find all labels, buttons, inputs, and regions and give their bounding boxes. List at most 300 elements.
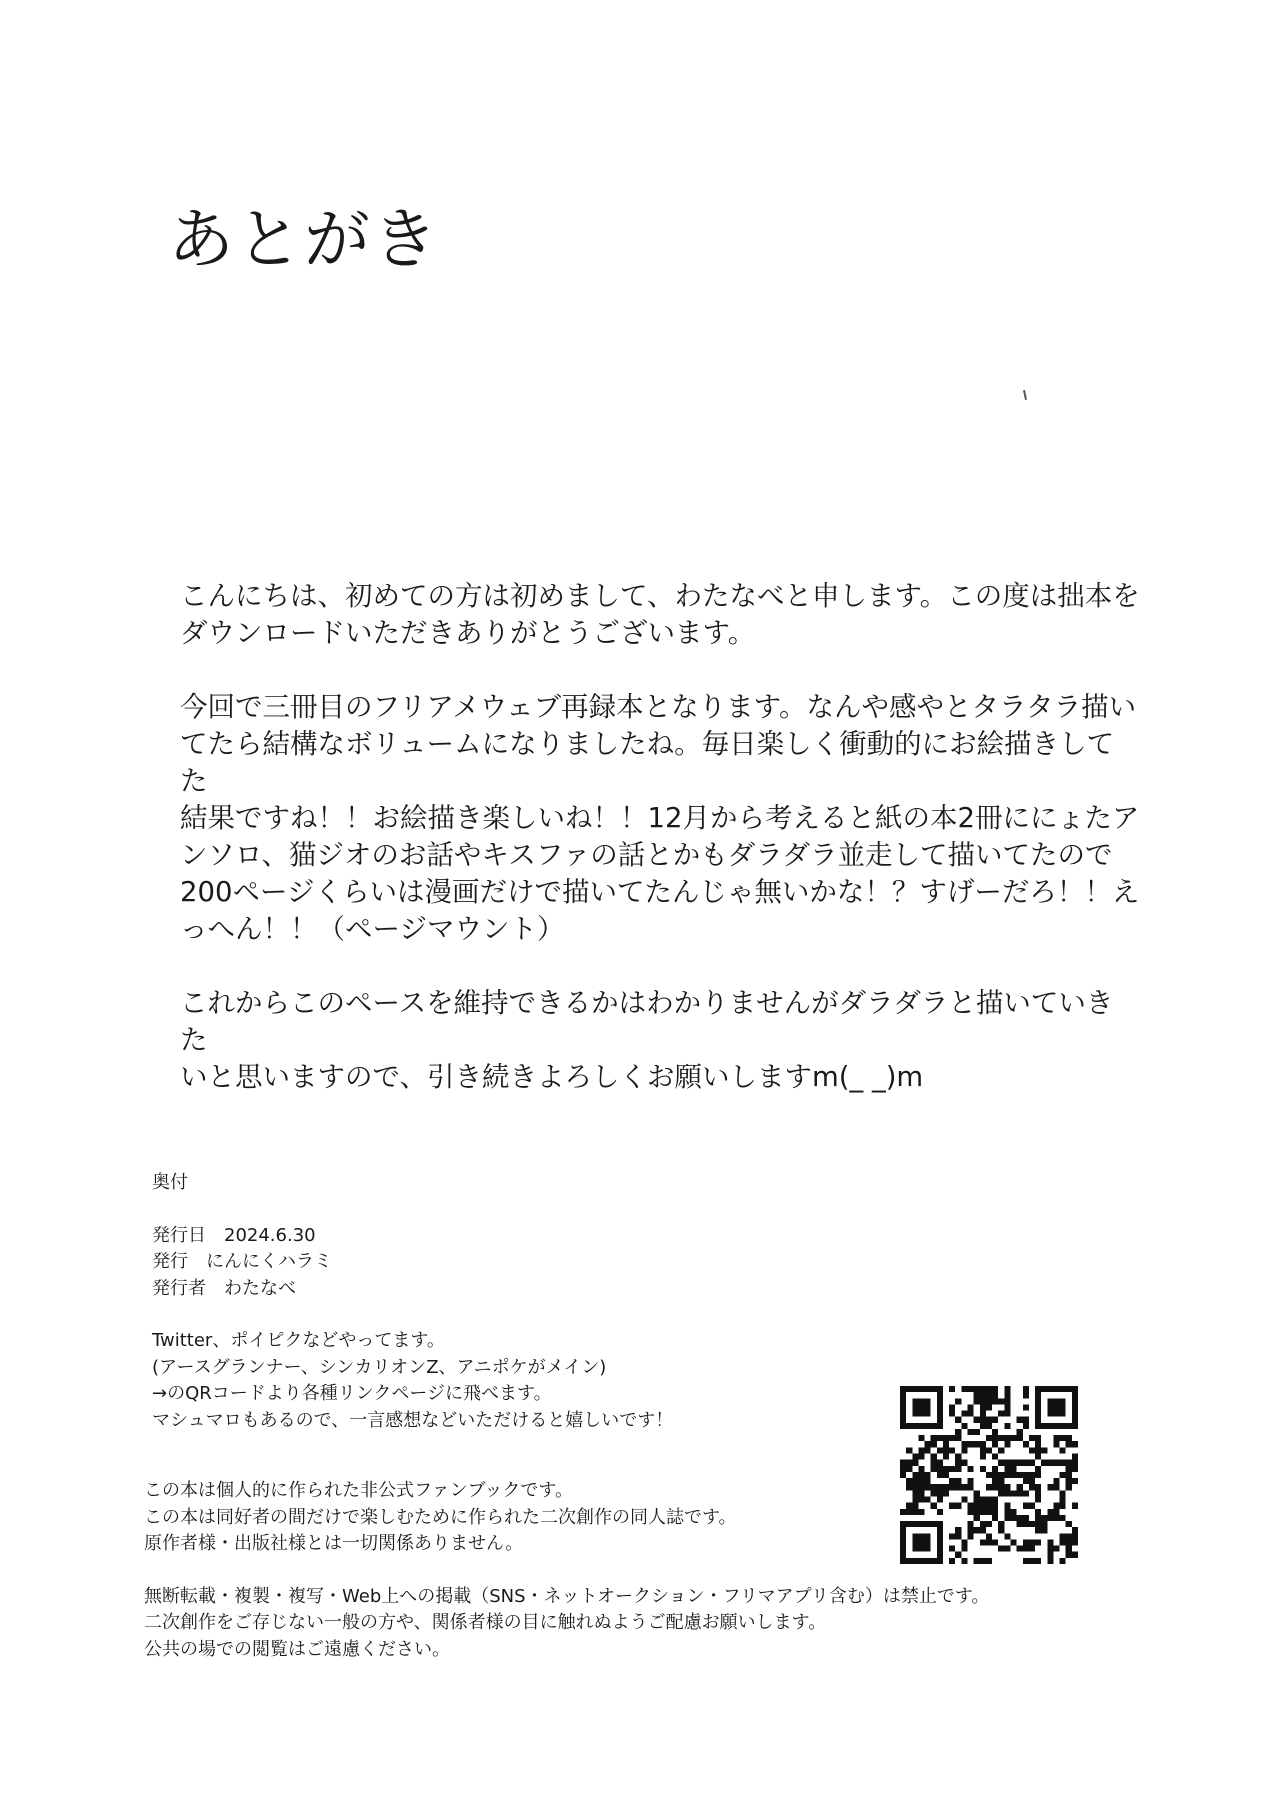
qr-module bbox=[986, 1404, 992, 1410]
qr-module bbox=[931, 1386, 937, 1392]
sns-info bbox=[152, 1328, 872, 1434]
qr-module bbox=[949, 1435, 955, 1441]
qr-module bbox=[1060, 1460, 1066, 1466]
qr-module bbox=[1060, 1558, 1066, 1564]
qr-module bbox=[968, 1386, 974, 1392]
qr-module bbox=[1072, 1503, 1078, 1509]
qr-module bbox=[1035, 1423, 1041, 1429]
qr-module bbox=[1041, 1460, 1047, 1466]
qr-module bbox=[968, 1429, 974, 1435]
qr-module bbox=[980, 1404, 986, 1410]
qr-module bbox=[1072, 1466, 1078, 1472]
qr-module bbox=[900, 1552, 906, 1558]
qr-module bbox=[1060, 1435, 1066, 1441]
qr-module bbox=[1035, 1490, 1041, 1496]
qr-module bbox=[968, 1466, 974, 1472]
qr-module bbox=[1053, 1435, 1059, 1441]
qr-module bbox=[1023, 1558, 1029, 1564]
qr-module bbox=[918, 1447, 924, 1453]
qr-module bbox=[943, 1447, 949, 1453]
qr-module bbox=[1072, 1454, 1078, 1460]
qr-module bbox=[992, 1478, 998, 1484]
sns-line: マシュマロもあるので、一言感想などいただけると嬉しいです！ bbox=[152, 1409, 674, 1431]
qr-module bbox=[925, 1441, 931, 1447]
qr-module bbox=[1053, 1515, 1059, 1521]
qr-module bbox=[912, 1558, 918, 1564]
qr-module bbox=[918, 1472, 924, 1478]
page-title: あとがき bbox=[168, 201, 440, 278]
qr-module bbox=[943, 1490, 949, 1496]
qr-module bbox=[1072, 1539, 1078, 1545]
qr-module bbox=[974, 1417, 980, 1423]
qr-module bbox=[937, 1404, 943, 1410]
qr-module bbox=[937, 1447, 943, 1453]
qr-module bbox=[931, 1490, 937, 1496]
sns-line: (アースグランナー、シンカリオンZ、アニポケがメイン) bbox=[152, 1356, 607, 1378]
qr-module bbox=[900, 1392, 906, 1398]
prohibition-line: 二次創作をご存じない一般の方や、関係者様の目に触れぬようご配慮お願いします。 bbox=[144, 1612, 827, 1633]
qr-module bbox=[906, 1423, 912, 1429]
qr-module bbox=[1017, 1460, 1023, 1466]
qr-module bbox=[1004, 1411, 1010, 1417]
qr-module bbox=[980, 1539, 986, 1545]
qr-module bbox=[974, 1398, 980, 1404]
qr-module bbox=[1004, 1435, 1010, 1441]
qr-module bbox=[1060, 1447, 1066, 1453]
qr-module bbox=[906, 1484, 912, 1490]
qr-module bbox=[955, 1417, 961, 1423]
qr-module bbox=[906, 1466, 912, 1472]
qr-module bbox=[968, 1503, 974, 1509]
qr-module bbox=[1023, 1546, 1029, 1552]
qr-module bbox=[968, 1441, 974, 1447]
qr-module bbox=[925, 1411, 931, 1417]
qr-module bbox=[1053, 1546, 1059, 1552]
qr-module bbox=[1029, 1539, 1035, 1545]
qr-module bbox=[961, 1386, 967, 1392]
qr-module bbox=[1066, 1441, 1072, 1447]
qr-module bbox=[931, 1454, 937, 1460]
prohibition-line: 公共の場での閲覧はご遠慮ください。 bbox=[144, 1638, 450, 1660]
qr-module bbox=[1023, 1539, 1029, 1545]
qr-module bbox=[943, 1454, 949, 1460]
qr-module bbox=[1035, 1398, 1041, 1404]
qr-module bbox=[955, 1533, 961, 1539]
qr-module bbox=[1066, 1435, 1072, 1441]
qr-module bbox=[912, 1509, 918, 1515]
qr-module bbox=[1060, 1496, 1066, 1502]
qr-module bbox=[968, 1484, 974, 1490]
qr-module bbox=[992, 1441, 998, 1447]
qr-module bbox=[1004, 1546, 1010, 1552]
colophon bbox=[152, 1170, 872, 1460]
qr-module bbox=[1035, 1466, 1041, 1472]
qr-module bbox=[986, 1503, 992, 1509]
qr-module bbox=[1072, 1533, 1078, 1539]
qr-module bbox=[1010, 1466, 1016, 1472]
qr-module bbox=[1041, 1423, 1047, 1429]
qr-module bbox=[1023, 1478, 1029, 1484]
qr-module bbox=[937, 1398, 943, 1404]
qr-module bbox=[900, 1527, 906, 1533]
qr-module bbox=[1023, 1404, 1029, 1410]
qr-module bbox=[992, 1503, 998, 1509]
qr-module bbox=[992, 1392, 998, 1398]
qr-module bbox=[1004, 1398, 1010, 1404]
qr-module bbox=[955, 1484, 961, 1490]
qr-module bbox=[1017, 1515, 1023, 1521]
qr-module bbox=[992, 1515, 998, 1521]
qr-module bbox=[980, 1496, 986, 1502]
qr-module bbox=[1004, 1423, 1010, 1429]
qr-module bbox=[1072, 1398, 1078, 1404]
qr-module bbox=[986, 1392, 992, 1398]
qr-module bbox=[961, 1539, 967, 1545]
qr-module bbox=[1029, 1472, 1035, 1478]
qr-module bbox=[986, 1496, 992, 1502]
qr-module bbox=[1047, 1398, 1053, 1404]
qr-module bbox=[912, 1478, 918, 1484]
disclaimer-line: この本は個人的に作られた非公式ファンブックです。 bbox=[144, 1480, 573, 1501]
disclaimer-line: この本は同好者の間だけで楽しむために作られた二次創作の同人誌です。 bbox=[144, 1506, 737, 1528]
qr-module bbox=[1035, 1441, 1041, 1447]
qr-module bbox=[1035, 1539, 1041, 1545]
qr-module bbox=[943, 1484, 949, 1490]
qr-module bbox=[1004, 1392, 1010, 1398]
qr-module bbox=[974, 1496, 980, 1502]
qr-module bbox=[931, 1521, 937, 1527]
qr-module bbox=[1023, 1472, 1029, 1478]
qr-module bbox=[968, 1509, 974, 1515]
qr-module bbox=[1004, 1533, 1010, 1539]
qr-module bbox=[980, 1447, 986, 1453]
qr-module bbox=[937, 1423, 943, 1429]
qr-module bbox=[955, 1552, 961, 1558]
qr-module bbox=[1029, 1435, 1035, 1441]
qr-module bbox=[980, 1417, 986, 1423]
qr-module bbox=[937, 1466, 943, 1472]
qr-module bbox=[918, 1509, 924, 1515]
qr-module bbox=[925, 1472, 931, 1478]
qr-module bbox=[986, 1417, 992, 1423]
qr-module bbox=[900, 1472, 906, 1478]
qr-module bbox=[931, 1441, 937, 1447]
qr-module bbox=[992, 1466, 998, 1472]
qr-module bbox=[906, 1558, 912, 1564]
qr-module bbox=[1023, 1515, 1029, 1521]
qr-module bbox=[1035, 1404, 1041, 1410]
qr-module bbox=[1072, 1527, 1078, 1533]
qr-module bbox=[937, 1539, 943, 1545]
qr-module bbox=[943, 1466, 949, 1472]
qr-module bbox=[1060, 1411, 1066, 1417]
qr-module bbox=[1066, 1460, 1072, 1466]
afterword-body bbox=[180, 578, 1140, 1133]
qr-module bbox=[1004, 1460, 1010, 1466]
qr-module bbox=[1053, 1509, 1059, 1515]
qr-module bbox=[961, 1423, 967, 1429]
qr-module bbox=[1029, 1521, 1035, 1527]
qr-module bbox=[955, 1435, 961, 1441]
qr-code-icon[interactable] bbox=[900, 1386, 1078, 1564]
qr-module bbox=[937, 1417, 943, 1423]
qr-module bbox=[912, 1490, 918, 1496]
qr-module bbox=[912, 1539, 918, 1545]
qr-module bbox=[943, 1472, 949, 1478]
qr-module bbox=[900, 1417, 906, 1423]
qr-module bbox=[937, 1527, 943, 1533]
colophon-heading: 奥付 bbox=[152, 1172, 188, 1193]
qr-module bbox=[949, 1533, 955, 1539]
qr-module bbox=[918, 1558, 924, 1564]
qr-module bbox=[937, 1546, 943, 1552]
qr-module bbox=[961, 1411, 967, 1417]
qr-module bbox=[918, 1411, 924, 1417]
qr-module bbox=[900, 1546, 906, 1552]
qr-module bbox=[912, 1423, 918, 1429]
qr-module bbox=[980, 1392, 986, 1398]
qr-module bbox=[1053, 1503, 1059, 1509]
qr-module bbox=[968, 1527, 974, 1533]
qr-module bbox=[992, 1398, 998, 1404]
qr-module bbox=[900, 1404, 906, 1410]
qr-module bbox=[980, 1503, 986, 1509]
qr-module bbox=[925, 1398, 931, 1404]
qr-module bbox=[998, 1521, 1004, 1527]
qr-module bbox=[1047, 1509, 1053, 1515]
qr-module bbox=[1060, 1404, 1066, 1410]
qr-module bbox=[1066, 1552, 1072, 1558]
qr-module bbox=[986, 1447, 992, 1453]
qr-module bbox=[949, 1546, 955, 1552]
qr-module bbox=[937, 1435, 943, 1441]
qr-module bbox=[1023, 1423, 1029, 1429]
qr-module bbox=[1066, 1539, 1072, 1545]
qr-module bbox=[1010, 1515, 1016, 1521]
qr-module bbox=[986, 1521, 992, 1527]
qr-module bbox=[986, 1423, 992, 1429]
qr-module bbox=[912, 1404, 918, 1410]
qr-module bbox=[1029, 1460, 1035, 1466]
qr-module bbox=[974, 1392, 980, 1398]
qr-module bbox=[961, 1546, 967, 1552]
qr-module bbox=[955, 1454, 961, 1460]
qr-module bbox=[1023, 1503, 1029, 1509]
stray-mark bbox=[1023, 390, 1027, 400]
qr-module bbox=[974, 1527, 980, 1533]
qr-module bbox=[974, 1441, 980, 1447]
qr-module bbox=[1010, 1509, 1016, 1515]
qr-module bbox=[1004, 1515, 1010, 1521]
qr-module bbox=[1035, 1386, 1041, 1392]
qr-module bbox=[1035, 1417, 1041, 1423]
qr-module bbox=[998, 1490, 1004, 1496]
qr-module bbox=[1066, 1386, 1072, 1392]
qr-module bbox=[949, 1503, 955, 1509]
qr-module bbox=[937, 1460, 943, 1466]
qr-module bbox=[1053, 1460, 1059, 1466]
qr-module bbox=[1072, 1441, 1078, 1447]
qr-module bbox=[1053, 1386, 1059, 1392]
qr-module bbox=[992, 1417, 998, 1423]
qr-module bbox=[1047, 1411, 1053, 1417]
qr-module bbox=[912, 1546, 918, 1552]
qr-module bbox=[918, 1454, 924, 1460]
qr-module bbox=[961, 1484, 967, 1490]
qr-module bbox=[980, 1423, 986, 1429]
qr-module bbox=[1072, 1460, 1078, 1466]
qr-module bbox=[998, 1460, 1004, 1466]
qr-module bbox=[1035, 1558, 1041, 1564]
qr-module bbox=[1004, 1466, 1010, 1472]
qr-module bbox=[961, 1441, 967, 1447]
qr-module bbox=[918, 1546, 924, 1552]
qr-module bbox=[918, 1533, 924, 1539]
qr-module bbox=[968, 1533, 974, 1539]
qr-module bbox=[900, 1386, 906, 1392]
qr-module bbox=[1023, 1490, 1029, 1496]
qr-module bbox=[931, 1558, 937, 1564]
qr-module bbox=[986, 1509, 992, 1515]
qr-module bbox=[980, 1558, 986, 1564]
qr-module bbox=[1017, 1484, 1023, 1490]
qr-module bbox=[1017, 1521, 1023, 1527]
qr-module bbox=[949, 1447, 955, 1453]
qr-module bbox=[912, 1411, 918, 1417]
qr-module bbox=[931, 1423, 937, 1429]
qr-module bbox=[949, 1466, 955, 1472]
qr-module bbox=[1060, 1539, 1066, 1545]
qr-module bbox=[906, 1509, 912, 1515]
qr-module bbox=[1053, 1423, 1059, 1429]
qr-module bbox=[1017, 1490, 1023, 1496]
prohibition-notice bbox=[144, 1584, 1144, 1664]
qr-module bbox=[900, 1423, 906, 1429]
qr-module bbox=[1047, 1515, 1053, 1521]
qr-module bbox=[918, 1478, 924, 1484]
qr-module bbox=[949, 1478, 955, 1484]
qr-module bbox=[925, 1478, 931, 1484]
qr-module bbox=[937, 1386, 943, 1392]
qr-module bbox=[1004, 1386, 1010, 1392]
qr-module bbox=[968, 1521, 974, 1527]
qr-module bbox=[1010, 1460, 1016, 1466]
qr-module bbox=[1023, 1521, 1029, 1527]
qr-module bbox=[931, 1503, 937, 1509]
qr-module bbox=[925, 1558, 931, 1564]
qr-module bbox=[1029, 1478, 1035, 1484]
qr-module bbox=[1072, 1417, 1078, 1423]
qr-module bbox=[998, 1435, 1004, 1441]
qr-module bbox=[1010, 1490, 1016, 1496]
qr-module bbox=[974, 1490, 980, 1496]
qr-module bbox=[955, 1466, 961, 1472]
qr-module bbox=[1047, 1423, 1053, 1429]
qr-module bbox=[980, 1521, 986, 1527]
qr-module bbox=[925, 1546, 931, 1552]
qr-module bbox=[1072, 1392, 1078, 1398]
qr-module bbox=[1017, 1472, 1023, 1478]
qr-module bbox=[1066, 1533, 1072, 1539]
qr-module bbox=[1053, 1478, 1059, 1484]
qr-module bbox=[1023, 1392, 1029, 1398]
qr-module bbox=[937, 1411, 943, 1417]
qr-module bbox=[937, 1509, 943, 1515]
qr-module bbox=[992, 1472, 998, 1478]
qr-module bbox=[980, 1466, 986, 1472]
qr-module bbox=[1060, 1398, 1066, 1404]
qr-module bbox=[912, 1496, 918, 1502]
qr-module bbox=[1047, 1484, 1053, 1490]
qr-module bbox=[1010, 1435, 1016, 1441]
qr-module bbox=[918, 1539, 924, 1545]
qr-module bbox=[1041, 1527, 1047, 1533]
qr-module bbox=[1035, 1521, 1041, 1527]
disclaimer-line: 原作者様・出版社様とは一切関係ありません。 bbox=[144, 1533, 524, 1554]
qr-module bbox=[1066, 1521, 1072, 1527]
qr-module bbox=[980, 1509, 986, 1515]
qr-module bbox=[912, 1386, 918, 1392]
qr-module bbox=[955, 1503, 961, 1509]
qr-module bbox=[925, 1539, 931, 1545]
qr-module bbox=[1047, 1552, 1053, 1558]
qr-module bbox=[1072, 1411, 1078, 1417]
author: 発行者 わたなべ bbox=[152, 1277, 296, 1299]
qr-module bbox=[900, 1521, 906, 1527]
qr-module bbox=[998, 1472, 1004, 1478]
qr-module bbox=[931, 1466, 937, 1472]
qr-module bbox=[1041, 1386, 1047, 1392]
qr-module bbox=[912, 1460, 918, 1466]
qr-module bbox=[937, 1521, 943, 1527]
qr-module bbox=[992, 1509, 998, 1515]
qr-module bbox=[1010, 1472, 1016, 1478]
qr-module bbox=[1035, 1515, 1041, 1521]
qr-module bbox=[986, 1472, 992, 1478]
qr-module bbox=[1066, 1478, 1072, 1484]
qr-module bbox=[986, 1533, 992, 1539]
qr-module bbox=[937, 1490, 943, 1496]
qr-module bbox=[968, 1478, 974, 1484]
qr-module bbox=[974, 1429, 980, 1435]
qr-module bbox=[1072, 1423, 1078, 1429]
qr-module bbox=[992, 1386, 998, 1392]
qr-module bbox=[937, 1472, 943, 1478]
qr-module bbox=[1060, 1533, 1066, 1539]
qr-module bbox=[986, 1398, 992, 1404]
qr-module bbox=[1023, 1386, 1029, 1392]
qr-module bbox=[980, 1527, 986, 1533]
qr-module bbox=[937, 1558, 943, 1564]
qr-module bbox=[1017, 1417, 1023, 1423]
sns-line: Twitter、ポイピクなどやってます。 bbox=[152, 1330, 445, 1351]
qr-module bbox=[918, 1386, 924, 1392]
qr-module bbox=[1017, 1429, 1023, 1435]
qr-module bbox=[912, 1472, 918, 1478]
qr-module bbox=[949, 1558, 955, 1564]
qr-module bbox=[998, 1546, 1004, 1552]
qr-module bbox=[1047, 1386, 1053, 1392]
qr-module bbox=[1072, 1404, 1078, 1410]
qr-module bbox=[1035, 1509, 1041, 1515]
qr-module bbox=[918, 1435, 924, 1441]
qr-module bbox=[1035, 1411, 1041, 1417]
qr-module bbox=[906, 1478, 912, 1484]
qr-module bbox=[918, 1423, 924, 1429]
qr-module bbox=[918, 1466, 924, 1472]
qr-module bbox=[1023, 1441, 1029, 1447]
qr-module bbox=[937, 1552, 943, 1558]
